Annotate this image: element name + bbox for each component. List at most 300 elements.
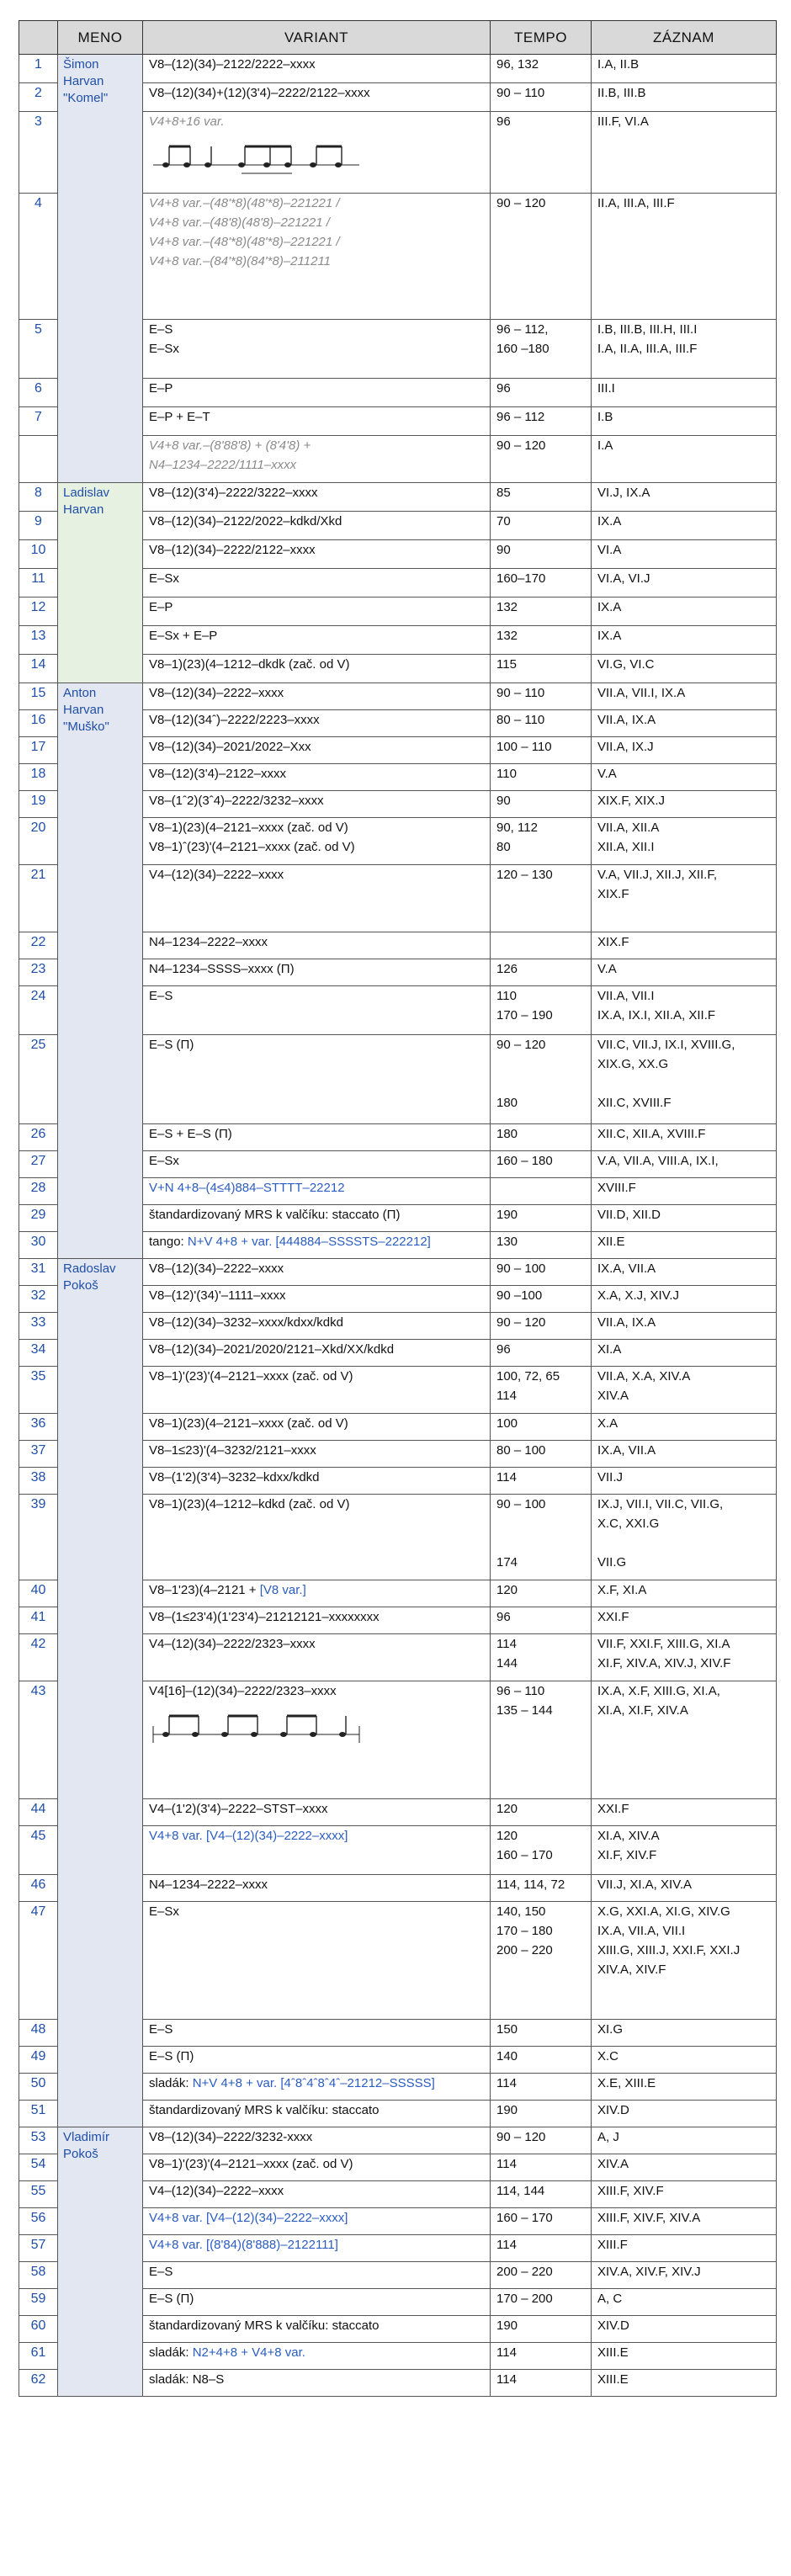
zaznam-cell: [592, 512, 777, 540]
zaznam-value: XIX.F, XIX.J: [597, 794, 666, 808]
zaznam-cell: [592, 1495, 777, 1580]
row-number: 30: [19, 1232, 58, 1259]
variant-text: V8–(12)(3'4)–2122–xxxx: [149, 767, 286, 781]
zaznam-value: IX.A: [597, 514, 622, 528]
zaznam-cell: [592, 540, 777, 569]
tempo-cell: [491, 2020, 592, 2047]
tempo-cell: [491, 683, 592, 710]
row-number: 10: [19, 540, 58, 569]
zaznam-value: X.F, XI.A: [597, 1583, 647, 1597]
tempo-cell: [491, 2181, 592, 2208]
variant-cell: [143, 1441, 491, 1468]
zaznam-value: XII.C, XII.A, XVIII.F: [597, 1127, 706, 1141]
tempo-cell: [491, 959, 592, 986]
variant-cell: [143, 112, 491, 194]
tempo-cell: [491, 569, 592, 598]
row-number: 15: [19, 683, 58, 710]
variant-text: N4–1234–2222/1111–xxxx: [149, 458, 297, 472]
zaznam-cell: [592, 1232, 777, 1259]
zaznam-value: I.B: [597, 410, 613, 424]
tempo-cell: [491, 1902, 592, 2020]
tempo-value: 114, 144: [496, 2184, 545, 2198]
tempo-cell: [491, 2047, 592, 2074]
variant-text: štandardizovaný MRS k valčíku: staccato: [149, 2318, 380, 2333]
tempo-value: 170 – 190: [496, 1008, 553, 1022]
zaznam-cell: [592, 2020, 777, 2047]
zaznam-value: XI.A: [597, 1342, 622, 1357]
zaznam-cell: [592, 2101, 777, 2127]
row-number: 54: [19, 2154, 58, 2181]
zaznam-value: XII.E: [597, 1235, 625, 1249]
variant-text: E–P: [149, 381, 173, 396]
zaznam-cell: [592, 2343, 777, 2370]
variant-text: V8–(12)(34)–2222/3232-xxxx: [149, 2130, 313, 2144]
tempo-cell: [491, 626, 592, 655]
variant-cell: [143, 1634, 491, 1681]
variant-cell: [143, 1124, 491, 1151]
row-number: 26: [19, 1124, 58, 1151]
zaznam-cell: [592, 1681, 777, 1799]
variant-cell: [143, 2235, 491, 2262]
variant-text: E–Sx: [149, 1154, 179, 1168]
table-row: [19, 55, 777, 83]
row-number: 51: [19, 2101, 58, 2127]
variant-cell: [143, 407, 491, 436]
variant-cell: [143, 2181, 491, 2208]
zaznam-cell: [592, 1367, 777, 1414]
zaznam-value: VII.J: [597, 1470, 624, 1485]
zaznam-value: [597, 1074, 776, 1093]
tempo-cell: [491, 379, 592, 407]
tempo-value: 90, 112: [496, 821, 538, 835]
zaznam-value: I.A: [597, 438, 613, 453]
row-number: 41: [19, 1607, 58, 1634]
tempo-cell: [491, 1441, 592, 1468]
zaznam-value: IX.A, IX.I, XII.A, XII.F: [597, 1008, 716, 1022]
tempo-cell: [491, 2208, 592, 2235]
tempo-value: 90 –100: [496, 1288, 543, 1303]
variant-text: V4[16]–(12)(34)–2222/2323–xxxx: [149, 1684, 337, 1698]
rhythm-notation-image: [149, 131, 368, 182]
zaznam-value: VII.J, XI.A, XIV.A: [597, 1878, 692, 1892]
variant-text: E–S: [149, 322, 173, 337]
row-number: 24: [19, 986, 58, 1035]
zaznam-value: VII.A, IX.A: [597, 1315, 656, 1330]
variant-text: E–S: [149, 989, 173, 1003]
variant-cell: [143, 626, 491, 655]
variant-text: V8–(12)(34)–2122/2022–kdkd/Xkd: [149, 514, 342, 528]
row-number: 62: [19, 2370, 58, 2397]
row-number: 55: [19, 2181, 58, 2208]
tempo-value: 135 – 144: [496, 1703, 553, 1718]
variant-cell: [143, 2316, 491, 2343]
variant-cell: [143, 1035, 491, 1124]
tempo-cell: [491, 1580, 592, 1607]
zaznam-value: VII.C, VII.J, IX.I, XVIII.G,: [597, 1038, 735, 1052]
zaznam-cell: [592, 2127, 777, 2154]
performer-name: [58, 483, 143, 683]
tempo-cell: [491, 1607, 592, 1634]
tempo-cell: [491, 1468, 592, 1495]
zaznam-cell: [592, 959, 777, 986]
zaznam-cell: [592, 1124, 777, 1151]
row-number: 34: [19, 1340, 58, 1367]
variant-cell: [143, 818, 491, 865]
zaznam-cell: [592, 379, 777, 407]
zaznam-value: XVIII.F: [597, 1181, 636, 1195]
variant-text: V4–(1'2)(3'4)–2222–STST–xxxx: [149, 1802, 328, 1816]
variant-cell: [143, 683, 491, 710]
variant-text: V8–(12)(34)+(12)(3'4)–2222/2122–xxxx: [149, 86, 370, 100]
variant-text: V4+8+16 var.: [149, 114, 225, 129]
tempo-cell: [491, 932, 592, 959]
zaznam-cell: [592, 764, 777, 791]
tempo-value: [496, 1514, 591, 1533]
variant-text: V4+8 var. [(8'84)(8'888)–2122111]: [149, 2238, 338, 2252]
rhythm-notation-image: [149, 1701, 368, 1751]
row-number: 59: [19, 2289, 58, 2316]
variant-cell: [143, 1205, 491, 1232]
tempo-value: 120: [496, 1583, 518, 1597]
zaznam-cell: [592, 55, 777, 83]
zaznam-cell: [592, 1035, 777, 1124]
zaznam-cell: [592, 1468, 777, 1495]
zaznam-value: X.C, XXI.G: [597, 1516, 660, 1531]
variant-cell: [143, 55, 491, 83]
variant-cell: [143, 1313, 491, 1340]
variant-text: E–P + E–T: [149, 410, 210, 424]
row-number: 28: [19, 1178, 58, 1205]
header-variant: VARIANT: [143, 21, 491, 55]
header-zaznam: ZÁZNAM: [592, 21, 777, 55]
zaznam-value: XIX.F: [597, 935, 629, 949]
tempo-value: 114: [496, 2157, 517, 2171]
zaznam-cell: [592, 483, 777, 512]
tempo-value: 150: [496, 2022, 518, 2037]
variant-text: štandardizovaný MRS k valčíku: staccato: [149, 2103, 380, 2117]
row-number: 25: [19, 1035, 58, 1124]
tempo-value: 190: [496, 2103, 518, 2117]
zaznam-value: XI.G: [597, 2022, 624, 2037]
variant-cell: [143, 1875, 491, 1902]
variant-cell: [143, 512, 491, 540]
tempo-value: 90 – 120: [496, 196, 546, 210]
tempo-value: 140: [496, 2049, 518, 2063]
table-row: [19, 683, 777, 710]
zaznam-cell: [592, 2235, 777, 2262]
tempo-cell: [491, 1875, 592, 1902]
zaznam-value: II.B, III.B: [597, 86, 646, 100]
tempo-value: 114: [496, 1470, 517, 1485]
tempo-value: 100 – 110: [496, 740, 552, 754]
tempo-value: 114: [496, 2238, 517, 2252]
zaznam-value: XI.A, XI.F, XIV.A: [597, 1703, 688, 1718]
variant-text: V8–1)(23)(4–1212–kdkd (zač. od V): [149, 1497, 350, 1511]
tempo-cell: [491, 1495, 592, 1580]
variant-text: V8–1)(23)(4–1212–dkdk (zač. od V): [149, 657, 350, 672]
zaznam-value: VII.D, XII.D: [597, 1208, 661, 1222]
row-number: 31: [19, 1259, 58, 1286]
row-number: 39: [19, 1495, 58, 1580]
zaznam-value: VII.A, VII.I, IX.A: [597, 686, 686, 700]
zaznam-value: XIII.F, XIV.F, XIV.A: [597, 2211, 701, 2225]
performer-name-line: Radoslav: [63, 1261, 116, 1276]
tempo-value: [496, 1054, 591, 1074]
tempo-cell: [491, 2154, 592, 2181]
variant-text: V8–1)ˆ(23)'(4–2121–xxxx (zač. od V): [149, 840, 355, 854]
zaznam-cell: [592, 407, 777, 436]
zaznam-cell: [592, 655, 777, 683]
zaznam-value: IX.A: [597, 600, 622, 614]
zaznam-value: III.I: [597, 381, 615, 396]
tempo-value: 170 – 180: [496, 1924, 553, 1938]
header-number: [19, 21, 58, 55]
tempo-cell: [491, 483, 592, 512]
zaznam-value: XIV.A: [597, 1389, 629, 1403]
tempo-value: 90 – 110: [496, 86, 545, 100]
row-number: 29: [19, 1205, 58, 1232]
tempo-value: 110: [496, 989, 517, 1003]
variant-cell: [143, 2127, 491, 2154]
zaznam-value: X.C: [597, 2049, 619, 2063]
zaznam-value: II.A, III.A, III.F: [597, 196, 675, 210]
tempo-value: 114, 114, 72: [496, 1878, 565, 1892]
row-number: 2: [19, 83, 58, 112]
tempo-value: 126: [496, 962, 518, 976]
row-number: 32: [19, 1286, 58, 1313]
zaznam-cell: [592, 2316, 777, 2343]
performer-name-line: Vladimír: [63, 2130, 110, 2144]
variant-cell: [143, 2208, 491, 2235]
zaznam-cell: [592, 1414, 777, 1441]
row-number: 12: [19, 598, 58, 626]
zaznam-cell: [592, 1902, 777, 2020]
zaznam-value: X.E, XIII.E: [597, 2076, 656, 2090]
tempo-value: 96, 132: [496, 57, 539, 72]
zaznam-value: XIII.E: [597, 2372, 629, 2387]
zaznam-value: X.A: [597, 1416, 618, 1431]
variant-cell: [143, 1340, 491, 1367]
variant-highlight: N+V 4+8 + var. [444884–SSSSTS–222212]: [187, 1235, 431, 1249]
performer-name-line: Šimon: [63, 57, 99, 72]
tempo-cell: [491, 83, 592, 112]
zaznam-value: I.A, II.A, III.A, III.F: [597, 342, 698, 356]
row-number: 13: [19, 626, 58, 655]
variant-cell: [143, 1414, 491, 1441]
zaznam-cell: [592, 598, 777, 626]
tempo-cell: [491, 320, 592, 379]
row-number: 16: [19, 710, 58, 737]
variant-cell: [143, 959, 491, 986]
tempo-cell: [491, 1205, 592, 1232]
variant-cell: [143, 1367, 491, 1414]
zaznam-value: XIII.F: [597, 2238, 628, 2252]
zaznam-cell: [592, 1178, 777, 1205]
zaznam-value: VII.A, XII.A: [597, 821, 660, 835]
tempo-cell: [491, 2235, 592, 2262]
tempo-value: 90 – 110: [496, 686, 545, 700]
performer-name: [58, 55, 143, 483]
zaznam-cell: [592, 320, 777, 379]
variant-text: V4+8 var.–(8'88'8) + (8'4'8) +: [149, 438, 311, 453]
variant-cell: [143, 2370, 491, 2397]
tempo-value: 90: [496, 543, 511, 557]
variant-cell: [143, 2020, 491, 2047]
variant-text: V8–1'23)(4–2121 + [V8 var.]: [149, 1583, 306, 1597]
zaznam-cell: [592, 1313, 777, 1340]
row-number: 22: [19, 932, 58, 959]
row-number: 27: [19, 1151, 58, 1178]
variant-text: V8–(1≤23'4)(1'23'4)–21212121–xxxxxxxx: [149, 1610, 380, 1624]
zaznam-value: V.A: [597, 962, 617, 976]
tempo-value: 90 – 120: [496, 2130, 546, 2144]
tempo-cell: [491, 2074, 592, 2101]
variant-cell: [143, 483, 491, 512]
table-row: [19, 483, 777, 512]
zaznam-cell: [592, 2154, 777, 2181]
tempo-value: 96 – 112: [496, 410, 545, 424]
row-number: 1: [19, 55, 58, 83]
zaznam-value: VII.A, IX.J: [597, 740, 654, 754]
zaznam-value: VII.A, X.A, XIV.A: [597, 1369, 691, 1384]
variant-cell: [143, 2289, 491, 2316]
zaznam-value: XI.A, XIV.A: [597, 1829, 660, 1843]
row-number: 38: [19, 1468, 58, 1495]
row-number: 46: [19, 1875, 58, 1902]
zaznam-cell: [592, 569, 777, 598]
row-number: 35: [19, 1367, 58, 1414]
tempo-cell: [491, 407, 592, 436]
variant-cell: [143, 1232, 491, 1259]
tempo-value: 200 – 220: [496, 2265, 553, 2279]
row-number: 21: [19, 865, 58, 932]
row-number: 61: [19, 2343, 58, 2370]
header-meno: MENO: [58, 21, 143, 55]
performer-name-line: Pokoš: [63, 1278, 98, 1293]
variant-text: sladák: N+V 4+8 + var. [4ˆ8ˆ4ˆ8ˆ4ˆ–21212–SSSSS]: [149, 2076, 435, 2090]
row-number: 17: [19, 737, 58, 764]
variant-text: E–Sx: [149, 1904, 179, 1919]
zaznam-cell: [592, 2074, 777, 2101]
tempo-value: 190: [496, 2318, 518, 2333]
table-row: [19, 1259, 777, 1286]
tempo-value: 96 – 110: [496, 1684, 545, 1698]
tempo-cell: [491, 1178, 592, 1205]
zaznam-cell: [592, 1259, 777, 1286]
tempo-cell: [491, 1232, 592, 1259]
variant-text: V8–(12)(34)–2021/2020/2121–Xkd/XX/kdkd: [149, 1342, 395, 1357]
zaznam-cell: [592, 2047, 777, 2074]
tempo-cell: [491, 655, 592, 683]
variant-text: V8–(12)(34)–2021/2022–Xxx: [149, 740, 311, 754]
row-number: 49: [19, 2047, 58, 2074]
variant-text: E–Sx: [149, 342, 179, 356]
row-number: 36: [19, 1414, 58, 1441]
zaznam-value: VII.A, VII.I: [597, 989, 655, 1003]
zaznam-value: XI.F, XIV.A, XIV.J, XIV.F: [597, 1656, 731, 1670]
zaznam-value: I.B, III.B, III.H, III.I: [597, 322, 698, 337]
zaznam-cell: [592, 1340, 777, 1367]
tempo-cell: [491, 1340, 592, 1367]
zaznam-cell: [592, 1286, 777, 1313]
zaznam-value: VI.G, VI.C: [597, 657, 655, 672]
zaznam-cell: [592, 1607, 777, 1634]
row-number: 20: [19, 818, 58, 865]
music-notation: [149, 131, 490, 182]
tempo-cell: [491, 1634, 592, 1681]
row-number: 33: [19, 1313, 58, 1340]
variant-text: E–S: [149, 2265, 173, 2279]
variant-text: V8–(12)'(34)'–1111–xxxx: [149, 1288, 286, 1303]
variant-text: V8–1)'(23)'(4–2121–xxxx (zač. od V): [149, 2157, 353, 2171]
row-number: 40: [19, 1580, 58, 1607]
zaznam-value: VII.G: [597, 1555, 627, 1570]
variant-cell: [143, 436, 491, 483]
tempo-cell: [491, 540, 592, 569]
tempo-cell: [491, 2101, 592, 2127]
zaznam-value: XIV.A: [597, 2157, 629, 2171]
tempo-value: 85: [496, 486, 511, 500]
tempo-value: 160 – 180: [496, 1154, 553, 1168]
zaznam-cell: [592, 112, 777, 194]
zaznam-cell: [592, 626, 777, 655]
variant-cell: [143, 1580, 491, 1607]
variant-cell: [143, 2074, 491, 2101]
row-number: 50: [19, 2074, 58, 2101]
variant-text: N4–1234–2222–xxxx: [149, 935, 268, 949]
tempo-cell: [491, 865, 592, 932]
tempo-cell: [491, 436, 592, 483]
zaznam-cell: [592, 865, 777, 932]
variant-text: V4+8 var. [V4–(12)(34)–2222–xxxx]: [149, 1829, 348, 1843]
tempo-cell: [491, 2127, 592, 2154]
zaznam-cell: [592, 818, 777, 865]
tempo-value: 120: [496, 1829, 518, 1843]
zaznam-value: XIV.D: [597, 2318, 629, 2333]
tempo-cell: [491, 986, 592, 1035]
variant-text: sladák: N2+4+8 + V4+8 var.: [149, 2345, 305, 2360]
variant-cell: [143, 1902, 491, 2020]
variant-highlight: N+V 4+8 + var. [4ˆ8ˆ4ˆ8ˆ4ˆ–21212–SSSSS]: [192, 2076, 435, 2090]
variant-text: N4–1234–SSSS–xxxx (Π): [149, 962, 295, 976]
zaznam-value: V.A: [597, 767, 617, 781]
variant-cell: [143, 1178, 491, 1205]
variant-text: E–S (Π): [149, 1038, 194, 1052]
variant-cell: [143, 569, 491, 598]
variant-cell: [143, 194, 491, 320]
variant-cell: [143, 1681, 491, 1799]
zaznam-cell: [592, 1205, 777, 1232]
tempo-value: 200 – 220: [496, 1943, 553, 1957]
tempo-value: 144: [496, 1656, 518, 1670]
tempo-value: 160 – 170: [496, 2211, 553, 2225]
zaznam-value: XIV.A, XIV.F: [597, 1963, 666, 1977]
variant-text: V8–(12)(34)–3232–xxxx/kdxx/kdkd: [149, 1315, 343, 1330]
variant-text: V4–(12)(34)–2222/2323–xxxx: [149, 1637, 316, 1651]
variant-cell: [143, 986, 491, 1035]
variant-text: V4+8 var.–(48'*8)(48'*8)–221221 /: [149, 196, 340, 210]
variant-text: E–S (Π): [149, 2049, 194, 2063]
variant-text: E–S (Π): [149, 2292, 194, 2306]
variant-text: E–P: [149, 600, 173, 614]
zaznam-cell: [592, 737, 777, 764]
tempo-value: 132: [496, 629, 518, 643]
zaznam-cell: [592, 1875, 777, 1902]
variant-text: sladák: N8–S: [149, 2372, 225, 2387]
tempo-value: 132: [496, 600, 518, 614]
variant-text: V8–(1'2)(3'4)–3232–kdxx/kdkd: [149, 1470, 320, 1485]
zaznam-cell: [592, 932, 777, 959]
